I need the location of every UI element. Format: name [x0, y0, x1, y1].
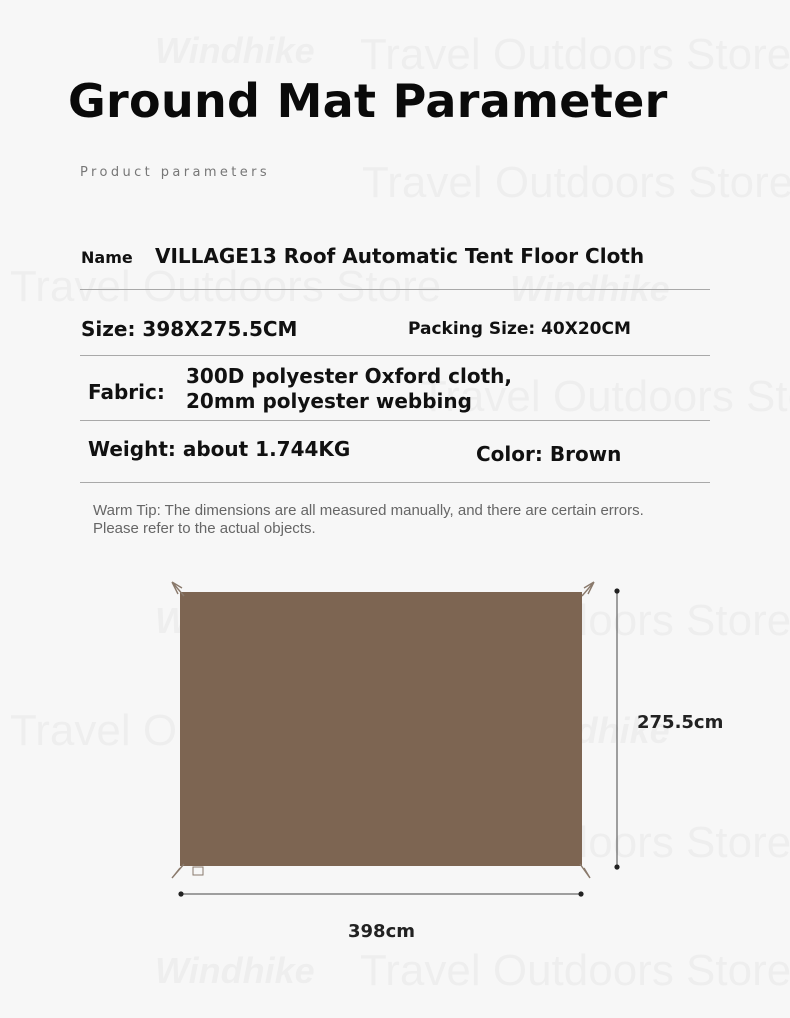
watermark-store-text: [362, 158, 790, 208]
width-label: 398cm: [348, 921, 415, 942]
watermark-store-text: [10, 262, 441, 312]
warm-tip-line-1: Warm Tip: The dimensions are all measured manually, and there are certain errors.: [93, 502, 644, 519]
watermark-brand-text: [155, 30, 315, 72]
row-divider: [80, 420, 710, 421]
page-subtitle: Product parameters: [80, 165, 271, 180]
watermark-store-text: [360, 30, 790, 80]
packing-size-spec: Packing Size: 40X20CM: [408, 319, 631, 339]
row-divider: [80, 289, 710, 290]
width-dimension-line: [176, 888, 586, 900]
fabric-label: Fabric:: [88, 380, 165, 404]
mat-corner-tabs: [160, 572, 610, 892]
warm-tip: [93, 502, 644, 538]
watermark-store-text: [360, 946, 790, 996]
name-value: VILLAGE13 Roof Automatic Tent Floor Cloth: [155, 244, 645, 268]
weight-spec: Weight: about 1.744KG: [88, 437, 351, 461]
size-spec: Size: 398X275.5CM: [81, 317, 298, 341]
watermark-brand-text: [155, 950, 315, 992]
row-divider: [80, 482, 710, 483]
name-label: Name: [81, 248, 133, 267]
fabric-line-2: 20mm polyester webbing: [186, 389, 472, 413]
height-label: 275.5cm: [637, 712, 724, 733]
height-dimension-line: [611, 586, 623, 872]
row-divider: [80, 355, 710, 356]
fabric-line-1: 300D polyester Oxford cloth,: [186, 364, 513, 388]
warm-tip-line-2: Please refer to the actual objects.: [93, 520, 316, 537]
color-spec: Color: Brown: [476, 442, 622, 466]
page-title: Ground Mat Parameter: [68, 74, 668, 128]
